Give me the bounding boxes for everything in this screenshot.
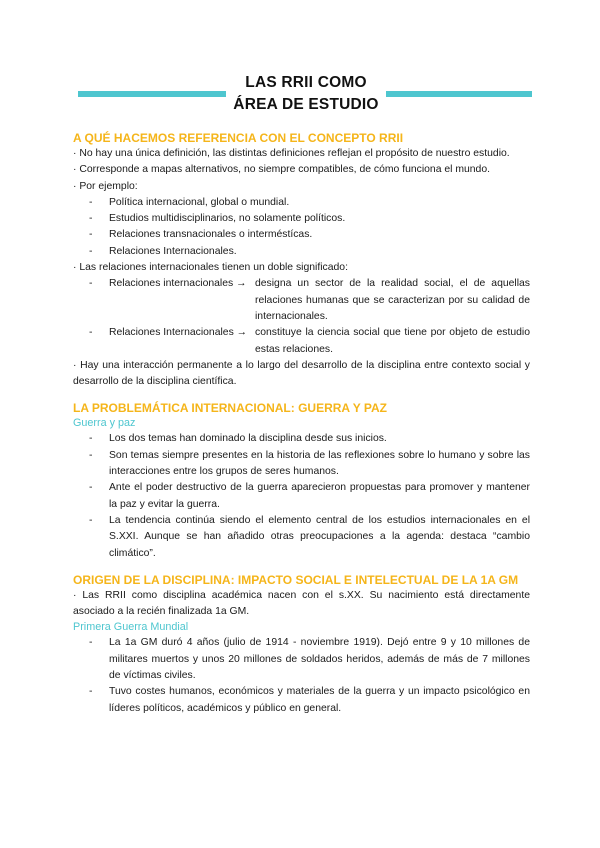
list-item: - La 1a GM duró 4 años (julio de 1914 - noviembre 1919). Dejó entre 9 y 10 millones de militares muertos y unos 20 millones de soldados heridos, además de más de 7 millones de víctimas civiles.	[73, 635, 530, 684]
meanings-list	[73, 276, 530, 357]
list-item	[73, 276, 530, 325]
section-1-heading: A QUÉ HACEMOS REFERENCIA CON EL CONCEPTO RRII	[73, 131, 404, 145]
list-item	[73, 325, 530, 358]
list-item: - Estudios multidisciplinarios, no solamente políticos.	[73, 211, 530, 227]
title-decoration-left	[78, 91, 226, 97]
list-item: - Política internacional, global o mundial.	[73, 195, 530, 211]
section-3-subheading: Primera Guerra Mundial	[73, 621, 189, 634]
list-item: - Relaciones transnacionales o interméstícas.	[73, 227, 530, 243]
section-3-heading: ORIGEN DE LA DISCIPLINA: IMPACTO SOCIAL E INTELECTUAL DE LA 1A GM	[73, 572, 519, 587]
section-1-paragraph-2: · Corresponde a mapas alternativos, no siempre compatibles, de cómo funciona el mundo.	[73, 164, 491, 176]
war-peace-list	[73, 431, 530, 561]
section-1-paragraph-3: · Por ejemplo:	[73, 180, 138, 192]
list-item: - Son temas siempre presentes en la historia de las reflexiones sobre lo humano y sobre las interacciones entre los grupos de seres humanos.	[73, 448, 530, 481]
title-line-1: LAS RRII COMO	[245, 74, 367, 91]
section-3-paragraph-1: · Las RRII como disciplina académica nacen con el s.XX. Su nacimiento está directamente asociado a la recién finalizada 1a GM.	[73, 589, 530, 618]
meaning-term: - Relaciones Internacionales →	[109, 327, 248, 339]
list-item: - Los dos temas han dominado la disciplina desde sus inicios.	[73, 431, 530, 447]
title-decoration-right	[386, 91, 532, 97]
document-title	[0, 72, 600, 122]
title-line-2: ÁREA DE ESTUDIO	[233, 96, 379, 113]
meaning-description: designa un sector de la realidad social, el de aquellas relaciones humanas que se caracterizan por su calidad de internacionales.	[255, 278, 530, 322]
section-1-paragraph-5: · Hay una interacción permanente a lo largo del desarrollo de la disciplina entre contexto social y desarrollo de la disciplina científica.	[73, 359, 530, 388]
section-1-paragraph-1: · No hay una única definición, las distintas definiciones reflejan el propósito de nuestro estudio.	[73, 148, 510, 159]
ww1-list	[73, 635, 530, 716]
list-item: - La tendencia continúa siendo el elemento central de los estudios internacionales en el S.XXI. Aunque se han añadido otras preocupaciones a la agenda: destaca “cambio climático”.	[73, 513, 530, 562]
meaning-term: - Relaciones internacionales →	[109, 278, 247, 290]
list-item: - Tuvo costes humanos, económicos y materiales de la guerra y un impacto psicológico en líderes políticos, académicos y público en general.	[73, 684, 530, 717]
meaning-description: constituye la ciencia social que tiene por objeto de estudio estas relaciones.	[255, 327, 530, 355]
list-item: - Relaciones Internacionales.	[73, 244, 530, 260]
section-2-subheading: Guerra y paz	[73, 417, 136, 430]
document-body	[73, 130, 530, 717]
examples-list	[73, 195, 530, 260]
list-item: - Ante el poder destructivo de la guerra aparecieron propuestas para promover y mantener la paz y evitar la guerra.	[73, 480, 530, 513]
section-2-heading: LA PROBLEMÁTICA INTERNACIONAL: GUERRA Y PAZ	[73, 401, 387, 416]
section-1-paragraph-4: · Las relaciones internacionales tienen un doble significado:	[73, 262, 348, 274]
